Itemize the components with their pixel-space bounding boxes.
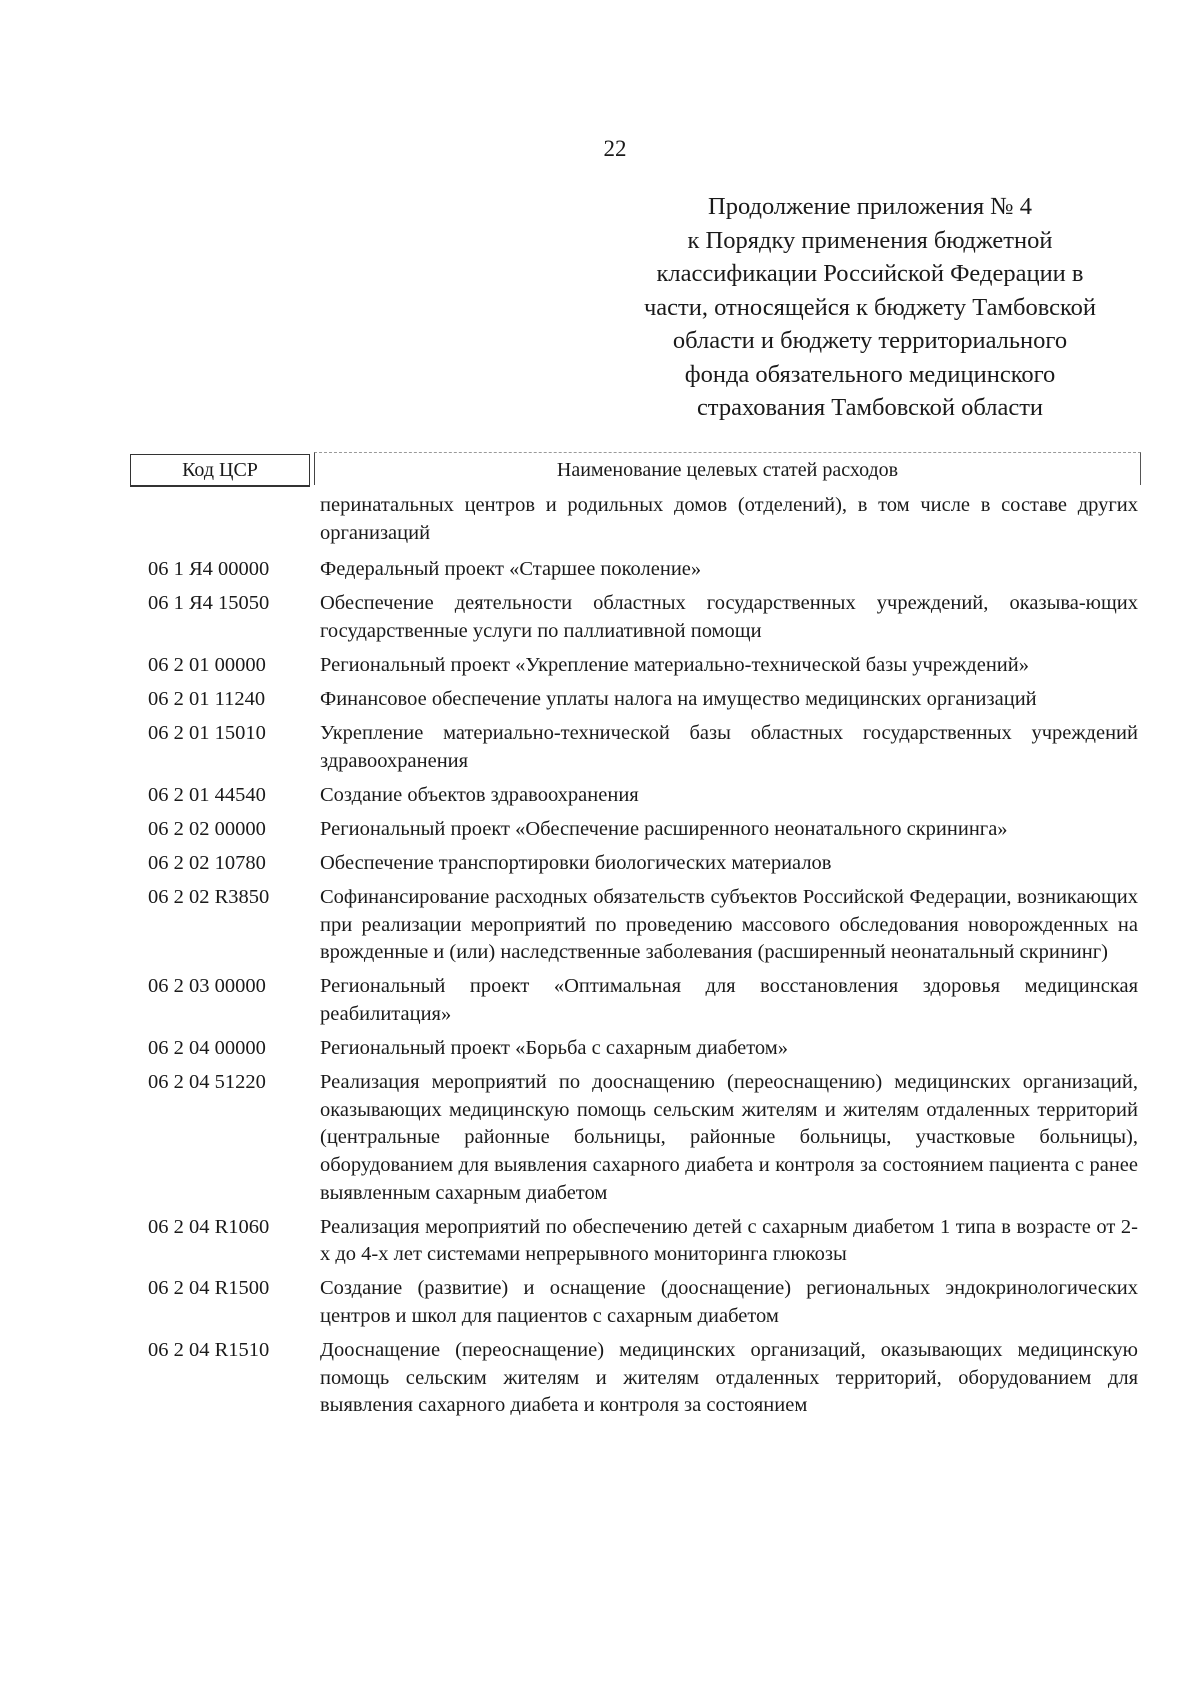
table-row <box>148 884 1148 967</box>
row-name: Федеральный проект «Старшее поколение» <box>320 558 702 581</box>
row-code <box>148 492 320 547</box>
row-code: 06 2 04 R1500 <box>148 1277 270 1300</box>
row-name: Укрепление материально-технической базы областных государственных учреждений здравоохранения <box>320 722 1138 772</box>
heading-line: части, относящейся к бюджету Тамбовской <box>643 293 1097 321</box>
table-row <box>148 850 1148 878</box>
row-code: 06 2 01 44540 <box>148 783 266 806</box>
row-code: 06 1 Я4 00000 <box>148 558 270 581</box>
table-row <box>148 1214 1148 1269</box>
table-row <box>148 492 1148 547</box>
row-code: 06 2 01 15010 <box>148 722 266 745</box>
heading-line: Продолжение приложения № 4 <box>708 193 1032 220</box>
expense-items-table <box>148 492 1148 1426</box>
row-code: 06 2 04 R1510 <box>148 1339 270 1362</box>
row-code: 06 2 04 51220 <box>148 1071 266 1094</box>
row-name: Обеспечение деятельности областных государственных учреждений, оказыва-ющих государственные услуги по паллиативной помощи <box>320 592 1138 642</box>
row-name: Региональный проект «Оптимальная для восстановления здоровья медицинская реабилитация» <box>320 975 1138 1025</box>
heading-line: классификации Российской Федерации в <box>656 260 1084 287</box>
row-name: перинатальных центров и родильных домов (отделений), в том числе в составе других организаций <box>320 494 1138 544</box>
heading-line: к Порядку применения бюджетной <box>687 226 1053 254</box>
appendix-heading <box>590 190 1150 425</box>
table-row <box>148 1035 1148 1063</box>
row-code: 06 2 04 00000 <box>148 1037 266 1060</box>
row-code: 06 2 03 00000 <box>148 975 266 998</box>
table-row <box>148 686 1148 714</box>
row-name: Софинансирование расходных обязательств субъектов Российской Федерации, возникающих при реализации мероприятий по проведению массового обследования новорожденных на врожденные и (или) наследственные заболевания (расширенный неонатальный скрининг) <box>320 886 1138 964</box>
table-row <box>148 973 1148 1028</box>
row-code: 06 1 Я4 15050 <box>148 592 270 615</box>
column-header-name: Наименование целевых статей расходов <box>314 452 1141 485</box>
table-row <box>148 816 1148 844</box>
row-code: 06 2 01 11240 <box>148 688 266 711</box>
row-name: Финансовое обеспечение уплаты налога на имущество медицинских организаций <box>320 688 1037 711</box>
table-row <box>148 782 1148 810</box>
table-row <box>148 590 1148 645</box>
table-row <box>148 652 1148 680</box>
table-row <box>148 1337 1148 1420</box>
row-name: Создание объектов здравоохранения <box>320 783 639 806</box>
row-name: Региональный проект «Укрепление материально-технической базы учреждений» <box>320 653 1029 676</box>
row-name: Создание (развитие) и оснащение (дооснащение) региональных эндокринологических центров и школ для пациентов с сахарным диабетом <box>320 1277 1138 1327</box>
table-row <box>148 1275 1148 1330</box>
heading-line: страхования Тамбовской области <box>696 394 1044 421</box>
row-name: Региональный проект «Борьба с сахарным диабетом» <box>320 1037 789 1060</box>
row-code: 06 2 02 10780 <box>148 852 266 875</box>
row-name: Региональный проект «Обеспечение расширенного неонатального скрининга» <box>320 817 1008 840</box>
row-name: Обеспечение транспортировки биологических материалов <box>320 852 832 875</box>
row-name: Реализация мероприятий по обеспечению детей с сахарным диабетом 1 типа в возрасте от 2-х до 4-х лет системами непрерывного мониторинга глюкозы <box>320 1215 1138 1266</box>
page-number: 22 <box>603 136 627 161</box>
table-row <box>148 720 1148 775</box>
table-header <box>130 452 1143 488</box>
heading-line: области и бюджету территориального <box>672 327 1068 354</box>
row-code: 06 2 02 00000 <box>148 817 266 840</box>
row-code: 06 2 04 R1060 <box>148 1215 270 1238</box>
row-name: Дооснащение (переоснащение) медицинских организаций, оказывающих медицинскую помощь сельским жителям и жителям отдаленных территорий, оборудованием для выявления сахарного диабета и контроля за состоянием <box>320 1339 1138 1417</box>
table-row <box>148 556 1148 584</box>
row-code: 06 2 02 R3850 <box>148 886 270 909</box>
heading-line: фонда обязательного медицинского <box>684 360 1056 388</box>
row-code: 06 2 01 00000 <box>148 653 266 676</box>
column-header-code: Код ЦСР <box>130 454 310 487</box>
row-name: Реализация мероприятий по дооснащению (переоснащению) медицинских организаций, оказывающих медицинскую помощь сельским жителям и жителям отдаленных территорий (центральные районные больницы, районные больницы, участковые больницы), оборудованием для выявления сахарного диабета и контроля за состоянием пациента с ранее выявленным сахарным диабетом <box>320 1071 1138 1204</box>
table-row <box>148 1069 1148 1207</box>
